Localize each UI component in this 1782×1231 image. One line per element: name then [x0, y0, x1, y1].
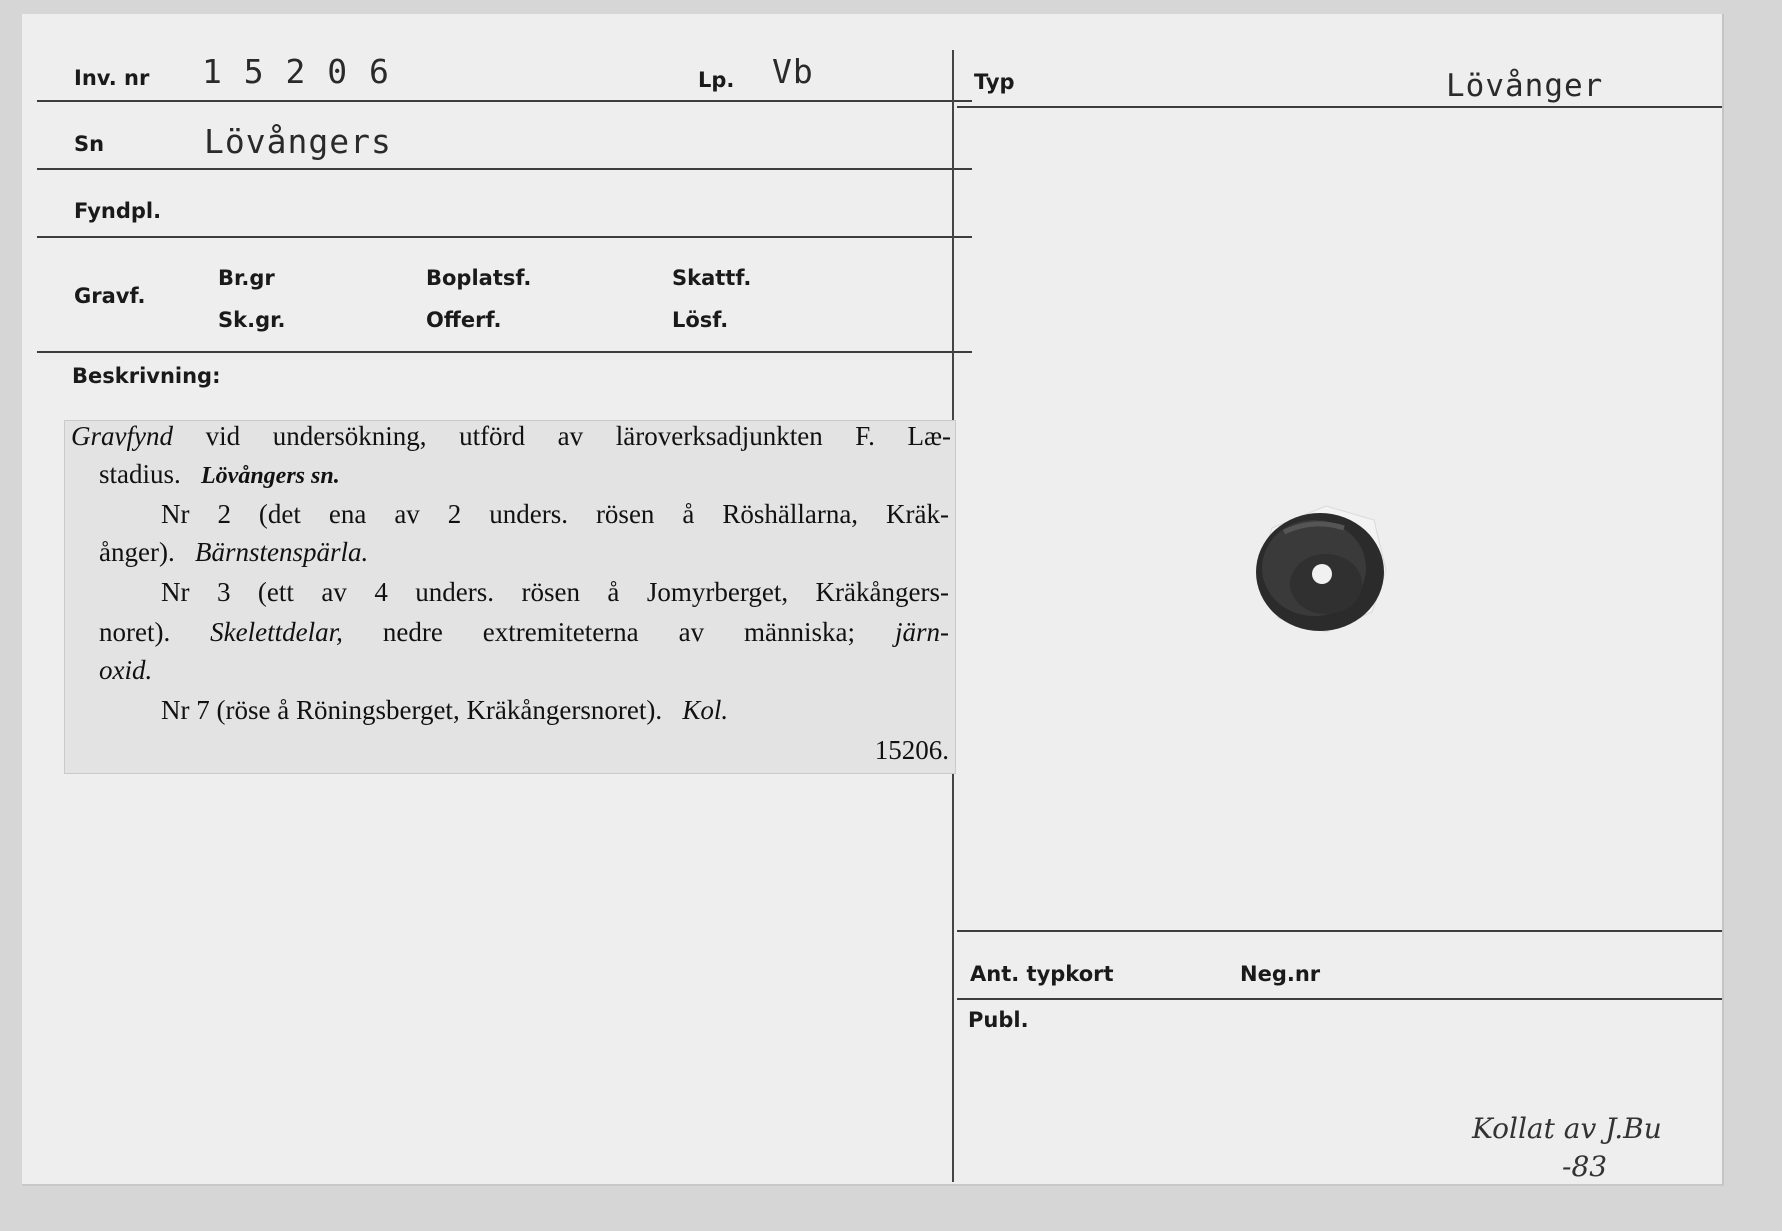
rule-fyndpl [37, 236, 972, 238]
rule-inv [37, 100, 972, 102]
desc-line-5: Nr 3 (ett av 4 unders. rösen å Jomyrberget, Kräkångers- [161, 577, 949, 607]
brgr-label: Br.gr [218, 266, 275, 290]
lp-label: Lp. [698, 68, 735, 92]
catalog-card [22, 14, 1724, 1186]
description-clipping [64, 420, 956, 774]
desc-line-7: oxid. [99, 655, 153, 685]
desc-line-6: noret). Skelettdelar, nedre extremiteterna av människa; järn- [99, 617, 949, 647]
ant-typkort-label: Ant. typkort [970, 962, 1114, 986]
offerf-label: Offerf. [426, 308, 502, 332]
losf-label: Lösf. [672, 308, 729, 332]
typ-value: Lövånger [1446, 68, 1604, 104]
fyndpl-label: Fyndpl. [74, 199, 162, 223]
skattf-label: Skattf. [672, 266, 752, 290]
handwritten-annotation-line2: -83 [1562, 1150, 1608, 1183]
negnr-label: Neg.nr [1240, 962, 1321, 986]
rule-gravf [37, 351, 972, 353]
lp-value: Vb [772, 52, 814, 91]
desc-line-1: Gravfynd vid undersökning, utförd av läroverksadjunkten F. Læ- [71, 421, 952, 451]
typ-label: Typ [974, 70, 1015, 94]
sn-label: Sn [74, 132, 105, 156]
rule-sn [37, 168, 972, 170]
desc-line-4: ånger). Bärnstenspärla. [99, 537, 369, 567]
desc-line-2: stadius. Lövångers sn. [99, 459, 340, 489]
sn-value: Lövångers [204, 122, 392, 161]
boplatsf-label: Boplatsf. [426, 266, 532, 290]
inv-nr-label: Inv. nr [74, 66, 150, 90]
handwritten-annotation-line1: Kollat av J.Bu [1472, 1112, 1662, 1145]
desc-line-8: Nr 7 (röse å Röningsberget, Kräkångersnoret). Kol. [161, 695, 729, 725]
rule-typkort-bottom [957, 998, 1722, 1000]
inv-nr-value: 1 5 2 0 6 [202, 52, 390, 91]
desc-line-3: Nr 2 (det ena av 2 unders. rösen å Röshällarna, Kräk- [161, 499, 949, 529]
rule-typ [957, 106, 1722, 108]
skgr-label: Sk.gr. [218, 308, 286, 332]
amber-bead-photo [1244, 492, 1394, 642]
publ-label: Publ. [968, 1008, 1029, 1032]
rule-typkort-top [957, 930, 1722, 932]
gravf-label: Gravf. [74, 284, 146, 308]
beskrivning-label: Beskrivning: [72, 364, 221, 388]
desc-line-9: 15206. [874, 735, 949, 765]
